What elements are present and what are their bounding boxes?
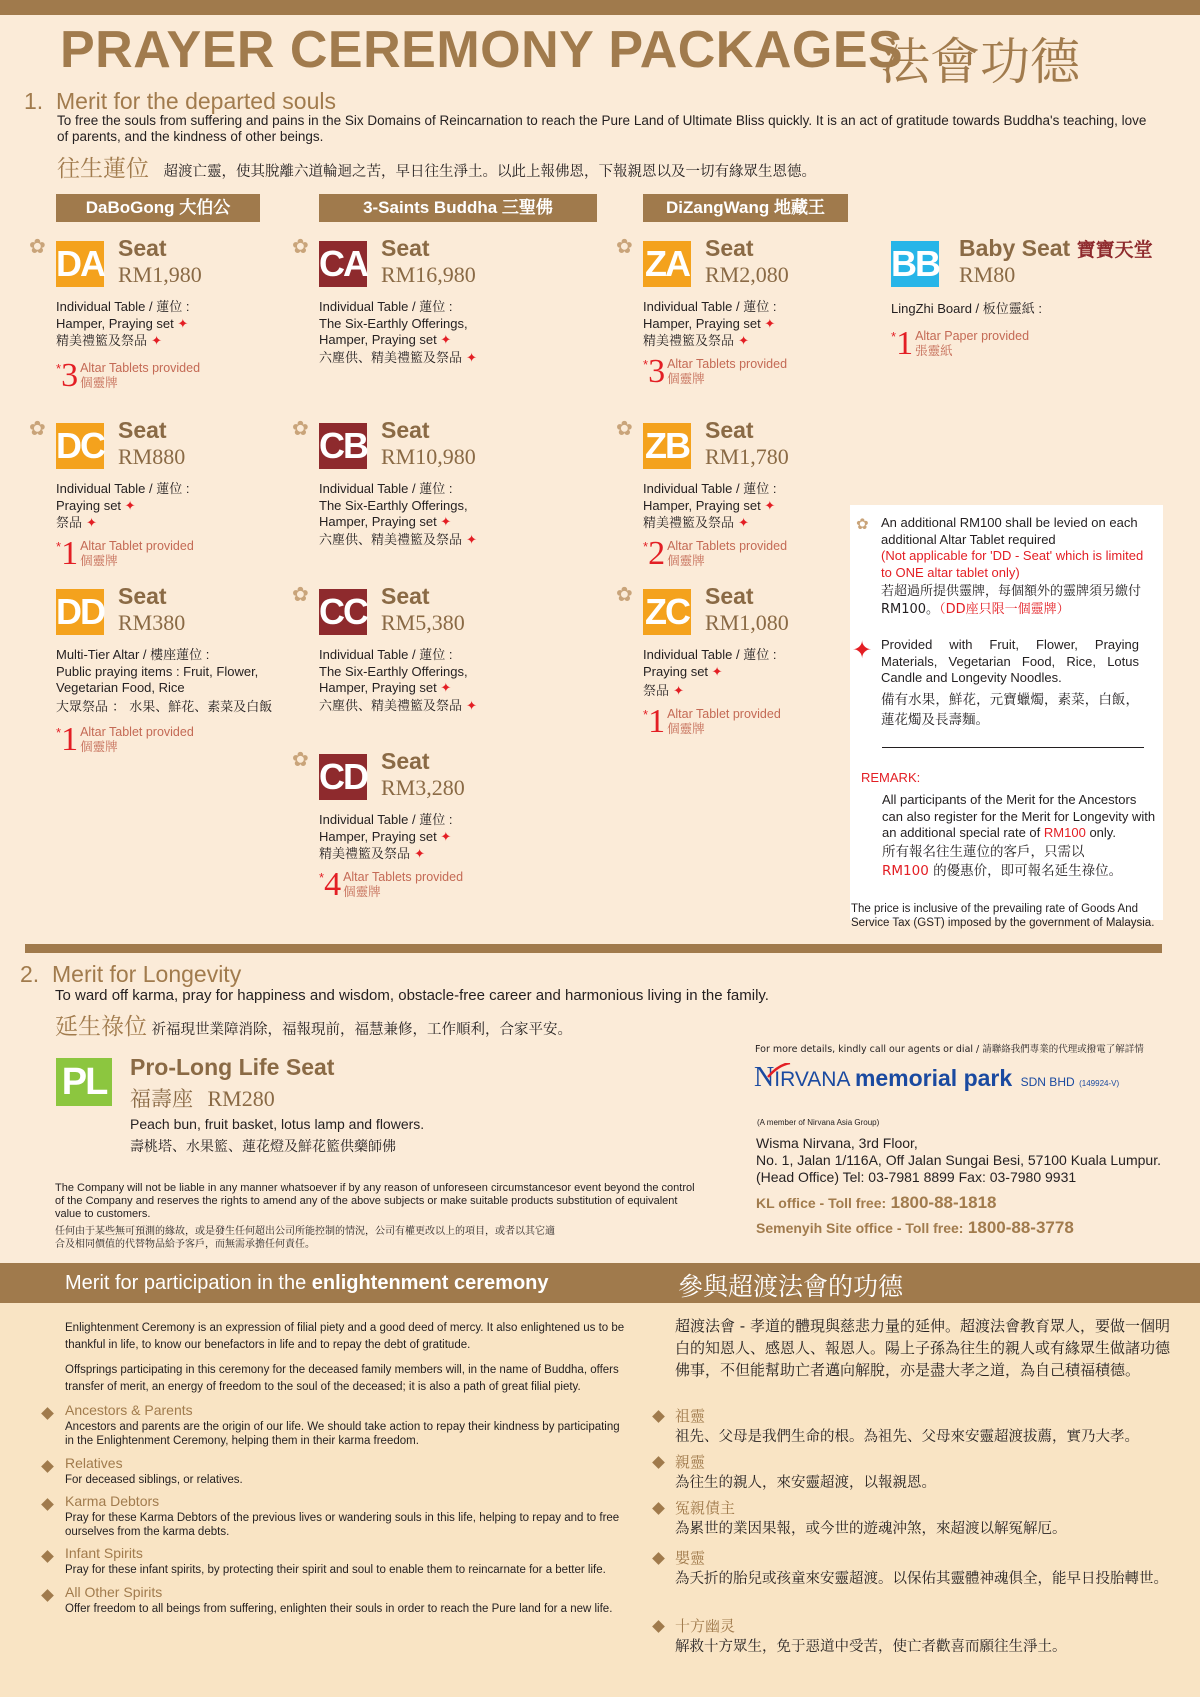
tablet-label: Altar Tablets provided (343, 870, 464, 884)
tablet-count: 3 (61, 357, 79, 394)
package-cb (292, 417, 579, 567)
tablet-label: Altar Tablets provided (667, 357, 788, 371)
note-provided-items: Provided with Fruit, Flower, Praying Materials, Vegetarian Food, Rice, Lotus Candle and Longevity Noodles. 備有水果，鮮花，元寶蠟燭，素菜，白飯，蓮花燭及長壽麵。 (881, 637, 1139, 728)
tablet-info: *4 Altar Tablets provided 個靈牌 (319, 866, 464, 903)
package-desc-line: 祭品 (643, 684, 670, 699)
package-code-badge: DA (56, 241, 104, 287)
package-seat-label: Seat (381, 583, 430, 609)
package-desc-line: 六塵供、精美禮籃及祭品 (319, 350, 463, 366)
package-price: RM2,080 (705, 262, 789, 287)
package-price: RM16,980 (381, 262, 476, 287)
section2-title: Merit for Longevity (52, 961, 242, 987)
package-desc-line: Hamper, Praying set (319, 514, 437, 529)
flower-icon: ✿ (616, 418, 633, 440)
bullet-text-zh: 祖先、父母是我們生命的根。為祖先、父母來安靈超渡拔薦，實乃大孝。 (675, 1429, 1139, 1445)
plus-icon: ✦ (764, 497, 776, 513)
logo-letter: N (754, 1062, 775, 1093)
pl-desc: Peach bun, fruit basket, lotus lamp and flowers. (130, 1116, 425, 1132)
divider (882, 747, 1144, 748)
package-desc-line: Individual Table / 蓮位 : (319, 481, 453, 496)
package-desc-line: 六塵供、精美禮籃及祭品 (319, 532, 463, 548)
package-price: RM380 (118, 610, 186, 635)
tablet-info: *1 Altar Paper provided 張靈紙 (891, 325, 1030, 362)
package-code-badge: CB (319, 423, 367, 469)
package-code-badge: ZC (643, 589, 691, 635)
package-desc-line: 大眾祭品 ： 水果、鮮花、素菜及白飯 (56, 699, 273, 715)
package-desc-line: 六塵供、精美禮籃及祭品 (319, 698, 463, 714)
footer-title: Merit for participation in the enlightenment ceremony (65, 1272, 549, 1294)
package-desc-line: 精美禮籃及祭品 (319, 847, 411, 862)
plus-icon: ✦ (177, 315, 189, 331)
package-cd (292, 748, 579, 908)
pl-title: Pro-Long Life Seat (130, 1054, 335, 1080)
plus-icon: ✦ (86, 516, 98, 531)
package-desc-line: The Six-Earthly Offerings, (319, 663, 468, 679)
package-code-badge: PL (56, 1058, 112, 1106)
tablet-label-zh: 個靈牌 (667, 372, 705, 386)
bullet-title: Ancestors & Parents (65, 1402, 193, 1418)
section2-zh-line (55, 1008, 572, 1041)
package-desc-line: 精美禮籃及祭品 (643, 334, 735, 349)
remark-label: REMARK: (861, 770, 921, 785)
note-additional-tablet: An additional RM100 shall be levied on each additional Altar Tablet required (Not applicable for 'DD - Seat' which is limited to ONE altar tablet only) 若超過所提供靈牌，每個額外的靈牌須另繳付 RM100。（DD座只限一個靈牌） (881, 515, 1144, 617)
package-desc (319, 812, 569, 864)
package-ca (292, 235, 579, 385)
package-price: RM1,980 (118, 262, 202, 287)
plus-icon: ✦ (440, 514, 452, 529)
tablet-info: *3 Altar Tablets provided 個靈牌 (643, 353, 788, 390)
plus-icon: ✦ (711, 663, 723, 679)
section2-desc: To ward off karma, pray for happiness and wisdom, obstacle-free career and harmonious living in the family. (55, 987, 769, 1004)
package-desc-line: Hamper, Praying set (643, 315, 761, 331)
tablet-label-zh: 個靈牌 (667, 554, 705, 568)
tablet-count: 3 (648, 353, 666, 390)
plus-icon: ✦ (852, 637, 873, 664)
bullet-title: Relatives (65, 1455, 123, 1471)
flower-icon: ✿ (292, 749, 309, 771)
footer-zh-intro: 超渡法會 - 孝道的體現與慈悲力量的延伸。超渡法會教育眾人，要做一個明白的知恩人、感恩人、報恩人。陽上子孫為往生的親人或有緣眾生做諸功德佛事，不但能幫助亡者邁向解脫，亦是盡大孝之道，為自己積福積德。 (675, 1317, 1171, 1379)
package-desc (319, 647, 569, 715)
tablet-label: Altar Paper provided (915, 329, 1030, 343)
plus-icon: ✦ (466, 350, 478, 366)
bullet-text: Pray for these infant spirits, by protecting their spirit and soul to enable them to reincarnate for a better life. (65, 1564, 606, 1576)
package-price: RM3,280 (381, 775, 465, 800)
package-desc-line: Hamper, Praying set (319, 828, 437, 844)
semenyih-phone[interactable]: 1800-88-3778 (967, 1218, 1074, 1237)
package-seat-label-zh: 寶寶天堂 (1076, 239, 1153, 261)
bullet-text: Pray for these Karma Debtors of the previous lives or wandering souls in this life, helping to repay and to free ourselves from the karma debts. (65, 1512, 620, 1538)
bullet-text-zh: 為往生的親人，來安靈超渡，以報親恩。 (675, 1475, 936, 1491)
package-desc-line: Individual Table / 蓮位 : (319, 647, 453, 662)
section1-heading (24, 88, 336, 115)
plus-icon: ✦ (738, 334, 750, 349)
bullet-text: Ancestors and parents are the origin of our life. We should take action to repay their kindness by participating in the Enlightenment Ceremony, helping them in their karma freedom. (65, 1421, 620, 1447)
category-3-saints-buddha: 3-Saints Buddha 三聖佛 (319, 194, 597, 222)
plus-icon: ✦ (124, 497, 136, 513)
tablet-info: *1 Altar Tablet provided 個靈牌 (56, 721, 194, 758)
package-seat-label: Seat (118, 235, 167, 261)
bullet-title: All Other Spirits (65, 1584, 163, 1600)
package-seat-label: Seat (705, 235, 754, 261)
bullet-title-zh: 冤親債主 (675, 1499, 736, 1517)
section1-desc-zh: 超渡亡靈，使其脫離六道輪迴之苦，早日往生淨土。以此上報佛恩，下報親恩以及一切有緣眾生恩德。 (163, 164, 816, 180)
package-desc-line: Individual Table / 蓮位 : (56, 481, 190, 496)
package-desc (319, 299, 569, 367)
package-cc (292, 583, 579, 733)
package-seat-label: Seat (381, 235, 430, 261)
package-code-badge: CD (319, 754, 367, 800)
disclaimer-zh: 任何由于某些無可預測的緣故，或是發生任何超出公司所能控制的情況，公司有權更改以上的項目，或者以其它適合及相同價值的代替物品給予客戶，而無需承擔任何責任。 (55, 1226, 555, 1250)
package-seat-label: Seat (381, 748, 430, 774)
package-desc-line: Praying set (56, 497, 122, 513)
page-title: PRAYER CEREMONY PACKAGES (60, 21, 904, 79)
package-desc-line: Hamper, Praying set (643, 497, 761, 513)
contact-intro: For more details, kindly call our agents or dial / 請聯絡我們專業的代理或撥電了解詳情 (755, 1044, 1144, 1055)
bullet-text-zh: 為夭折的胎兒或孩童來安靈超渡。以保佑其靈體神魂俱全，能早日投胎轉世。 (675, 1571, 1168, 1587)
bullet-title-zh: 十方幽灵 (675, 1617, 736, 1635)
page-title-zh: 法會功德 (880, 33, 1080, 91)
kl-office-line: KL office - Toll free: 1800-88-1818 (756, 1193, 997, 1212)
bullet-title-zh: 祖靈 (675, 1407, 706, 1425)
package-desc-line: Individual Table / 蓮位 : (643, 481, 777, 496)
tablet-count: 2 (648, 535, 666, 572)
package-bb (891, 235, 1171, 365)
bullet-title: Infant Spirits (65, 1545, 143, 1561)
package-price: RM1,780 (705, 444, 789, 469)
package-code-badge: ZB (643, 423, 691, 469)
plus-icon: ✦ (151, 334, 163, 349)
package-desc-line: The Six-Earthly Offerings, (319, 497, 468, 513)
tablet-label-zh: 個靈牌 (80, 376, 118, 390)
section2-title-zh: 延生祿位 (55, 1014, 147, 1040)
package-desc-line: Individual Table / 蓮位 : (319, 812, 453, 827)
tablet-label-zh: 個靈牌 (343, 885, 381, 899)
plus-icon: ✦ (414, 847, 426, 862)
tablet-label-zh: 個靈牌 (667, 722, 705, 736)
pl-price-line (130, 1083, 275, 1113)
tablet-count: 1 (648, 703, 666, 740)
kl-phone[interactable]: 1800-88-1818 (890, 1193, 997, 1212)
plus-icon: ✦ (738, 516, 750, 531)
section1-zh-line (57, 150, 816, 183)
package-seat-label: Baby Seat 寶寶天堂 (959, 235, 1153, 261)
package-desc-line: 精美禮籃及祭品 (56, 334, 148, 349)
pl-title-zh: 福壽座 (130, 1087, 193, 1111)
tablet-count: 1 (61, 721, 79, 758)
footer-paragraph-2: Offsprings participating in this ceremony for the deceased family members will, in the name of Buddha, offers transfer of merit, an energy of freedom to the soul of the deceased; it is also a path of great filial piety. (65, 1364, 619, 1393)
tablet-label: Altar Tablet provided (667, 707, 781, 721)
footer-title-zh: 參與超渡法會的功德 (678, 1272, 904, 1301)
logo-reg: (149924-V) (1079, 1079, 1120, 1088)
company-member-note: (A member of Nirvana Asia Group) (757, 1118, 880, 1127)
tablet-info: *1 Altar Tablet provided 個靈牌 (56, 535, 194, 572)
company-address: Wisma Nirvana, 3rd Floor, No. 1, Jalan 1/116A, Off Jalan Sungai Besi, 57100 Kuala Lumpur. (Head Office) Tel: 03-7981 8899 Fax: 03-7980 9931 (756, 1135, 1161, 1185)
tablet-info: *1 Altar Tablet provided 個靈牌 (643, 703, 781, 740)
category-dabogong: DaBoGong 大伯公 (56, 194, 260, 222)
package-seat-label: Seat (118, 583, 167, 609)
plus-icon: ✦ (440, 828, 452, 844)
package-desc-line: Praying set (643, 663, 709, 679)
flower-icon: ✿ (856, 516, 869, 533)
tablet-count: 1 (61, 535, 79, 572)
package-desc-line: Individual Table / 蓮位 : (56, 299, 190, 314)
flower-icon: ✿ (29, 236, 46, 258)
bullet-text-zh: 解救十方眾生，免于惡道中受苦，使亡者歡喜而願往生淨土。 (675, 1639, 1067, 1655)
package-desc-line: Vegetarian Food, Rice (56, 680, 185, 695)
tablet-info: *2 Altar Tablets provided 個靈牌 (643, 535, 788, 572)
package-code-badge: CC (319, 589, 367, 635)
section1-number: 1. (24, 88, 44, 114)
category-dizangwang: DiZangWang 地藏王 (643, 194, 848, 222)
package-code-badge: DD (56, 589, 104, 635)
logo-swoosh-icon (766, 1063, 792, 1079)
section2-number: 2. (20, 961, 40, 987)
package-desc (56, 647, 286, 716)
package-price: RM1,080 (705, 610, 789, 635)
package-desc-line: Individual Table / 蓮位 : (643, 647, 777, 662)
tablet-label: Altar Tablets provided (80, 361, 201, 375)
bullet-text: Offer freedom to all beings from suffering, enlighten their souls in order to reach the Pure land for a new life. (65, 1603, 613, 1615)
tablet-label-zh: 個靈牌 (80, 554, 118, 568)
package-desc-line: Hamper, Praying set (56, 315, 174, 331)
disclaimer: The Company will not be liable in any manner whatsoever if by any reason of unforeseen circumstancesor event beyond the control of the Company and reserves the rights to amend any of the above subjects or make suitable products substitution of equivalent value to customers. (55, 1182, 695, 1220)
plus-icon: ✦ (466, 698, 478, 714)
tablet-count: 1 (896, 325, 914, 362)
package-code-badge: ZA (643, 241, 691, 287)
flower-icon: ✿ (292, 584, 309, 606)
company-logo (754, 1062, 1119, 1094)
bullet-text: For deceased siblings, or relatives. (65, 1474, 243, 1486)
package-price: RM80 (959, 262, 1016, 287)
package-code-badge: DC (56, 423, 104, 469)
package-desc (319, 481, 569, 549)
package-price: RM880 (118, 444, 186, 469)
package-dc (29, 417, 316, 572)
flower-icon: ✿ (292, 418, 309, 440)
package-desc-line: Hamper, Praying set (319, 332, 437, 347)
flower-icon: ✿ (292, 236, 309, 258)
package-desc-line: 精美禮籃及祭品 (643, 516, 735, 531)
section-divider (25, 944, 1162, 953)
section1-title-zh: 往生蓮位 (57, 156, 149, 182)
logo-irvana: IRVANA (774, 1068, 851, 1091)
package-seat-label: Seat (705, 583, 754, 609)
plus-icon: ✦ (673, 684, 685, 699)
package-desc-line: 祭品 (56, 516, 83, 531)
bullet-title-zh: 嬰靈 (675, 1549, 706, 1567)
tablet-label: Altar Tablets provided (667, 539, 788, 553)
tablet-label: Altar Tablet provided (80, 725, 194, 739)
flower-icon: ✿ (616, 584, 633, 606)
package-dd (56, 583, 316, 763)
tablet-label-zh: 個靈牌 (80, 740, 118, 754)
package-desc-line: Individual Table / 蓮位 : (643, 299, 777, 314)
package-seat-label: Seat (381, 417, 430, 443)
bullet-title-zh: 親靈 (675, 1453, 706, 1471)
logo-sdn-bhd: SDN BHD (1020, 1075, 1075, 1089)
package-seat-label: Seat (118, 417, 167, 443)
section1-title: Merit for the departed souls (56, 88, 336, 114)
remark-text: All participants of the Merit for the Ancestors can also register for the Merit for Longevity with an additional special rate of RM100 only. 所有報名往生蓮位的客戶，只需以 RM100 的優惠价，即可報名延生祿位。 (882, 792, 1156, 879)
package-desc (891, 301, 1141, 318)
section2-desc-zh: 祈福現世業障消除，福報現前，福慧兼修，工作順利，合家平安。 (151, 1022, 572, 1038)
top-bar (0, 0, 1200, 15)
package-desc-line: Public praying items : Fruit, Flower, (56, 663, 259, 679)
semenyih-office-line: Semenyih Site office - Toll free: 1800-88-3778 (756, 1218, 1074, 1237)
package-price: RM10,980 (381, 444, 476, 469)
tablet-count: 4 (324, 866, 342, 903)
flower-icon: ✿ (29, 418, 46, 440)
plus-icon: ✦ (440, 332, 452, 347)
notes-box (850, 505, 1163, 920)
package-price: RM5,380 (381, 610, 465, 635)
pl-desc-zh: 壽桃塔、水果籃、蓮花燈及鮮花籃供藥師佛 (130, 1139, 396, 1155)
flower-icon: ✿ (616, 236, 633, 258)
package-desc (56, 299, 306, 351)
package-desc (643, 299, 893, 351)
gst-note: The price is inclusive of the prevailing rate of Goods And Service Tax (GST) imposed by the government of Malaysia. (851, 903, 1155, 929)
section2-heading (20, 961, 241, 988)
section1-desc: To free the souls from suffering and pains in the Six Domains of Reincarnation to reach the Pure Land of Ultimate Bliss quickly. It is an act of gratitude towards Buddha's teaching, love of parents, and the kindness of other beings. (57, 113, 1147, 144)
bullet-text-zh: 為累世的業因果報，或今世的遊魂沖煞，來超渡以解冤解厄。 (675, 1521, 1067, 1537)
footer-paragraph-1: Enlightenment Ceremony is an expression of filial piety and a good deed of mercy. It also enlightened us to be thankful in life, to know our benefactors in life and to repay the debt of gratitude. (65, 1322, 625, 1351)
tablet-label: Altar Tablet provided (80, 539, 194, 553)
tablet-info: *3 Altar Tablets provided 個靈牌 (56, 357, 201, 394)
package-desc-line: LingZhi Board / 板位靈紙 : (891, 301, 1042, 316)
bullet-title: Karma Debtors (65, 1493, 160, 1509)
package-seat-label: Seat (705, 417, 754, 443)
logo-memorial-park: memorial park (854, 1065, 1013, 1091)
package-desc-line: Hamper, Praying set (319, 680, 437, 695)
package-desc (56, 481, 306, 533)
package-code-badge: BB (891, 241, 939, 287)
package-desc-line: The Six-Earthly Offerings, (319, 315, 468, 331)
tablet-label-zh: 張靈紙 (915, 344, 953, 358)
package-desc-line: Individual Table / 蓮位 : (319, 299, 453, 314)
package-code-badge: CA (319, 241, 367, 287)
plus-icon: ✦ (466, 532, 478, 548)
pl-price: RM280 (207, 1086, 275, 1111)
package-za (616, 235, 903, 395)
plus-icon: ✦ (764, 315, 776, 331)
plus-icon: ✦ (440, 680, 452, 695)
package-desc-line: Multi-Tier Altar / 樓座蓮位 : (56, 647, 210, 662)
package-da (29, 235, 316, 395)
